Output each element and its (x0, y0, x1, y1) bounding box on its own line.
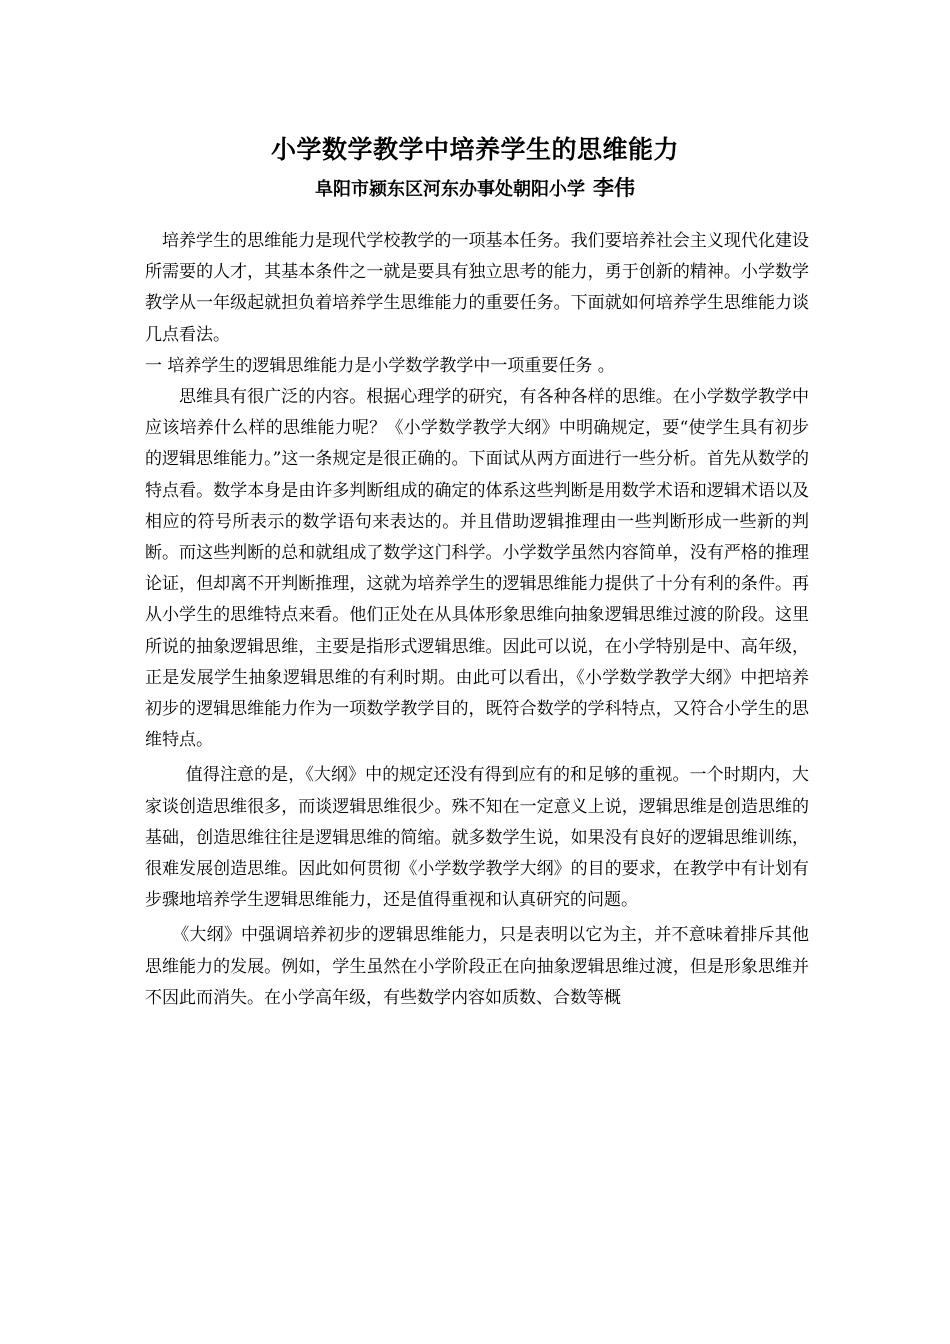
paragraph-syllabus-emphasis: 《大纲》中强调培养初步的逻辑思维能力，只是表明以它为主，并不意味着排斥其他思维能力的发展。例如，学生虽然在小学阶段正在向抽象逻辑思维过渡，但是形象思维并不因此而消失。在小学高年级，有些数学内容如质数、合数等概 (145, 925, 809, 1008)
document-body (145, 226, 809, 1014)
author-name: 李伟 (593, 175, 635, 200)
author-affiliation: 阜阳市颍东区河东办事处朝阳小学 (315, 179, 585, 200)
paragraph-attention: 值得注意的是，《大纲》中的规定还没有得到应有的和足够的重视。一个时期内，大家谈创造思维很多，而谈逻辑思维很少。殊不知在一定意义上说，逻辑思维是创造思维的基础，创造思维往往是逻辑思维的简缩。就多数学生说，如果没有良好的逻辑思维训练，很难发展创造思维。因此如何贯彻《小学数学教学大纲》的目的要求，在教学中有计划有步骤地培养学生逻辑思维能力，还是值得重视和认真研究的问题。 (145, 765, 809, 911)
section-heading: 一 培养学生的逻辑思维能力是小学数学教学中一项重要任务 。 (145, 355, 615, 376)
paragraph-intro: 培养学生的思维能力是现代学校教学的一项基本任务。我们要培养社会主义现代化建设所需要的人才，其基本条件之一就是要具有独立思考的能力，勇于创新的精神。小学数学教学从一年级起就担负着培养学生思维能力的重要任务。下面就如何培养学生思维能力谈几点看法。 (145, 231, 809, 345)
paragraph-thinking-content: 思维具有很广泛的内容。根据心理学的研究，有各种各样的思维。在小学数学教学中应该培养什么样的思维能力呢？《小学数学教学大纲》中明确规定，要“使学生具有初步的逻辑思维能力。”这一条规定是很正确的。下面试从两方面进行一些分析。首先从数学的特点看。数学本身是由许多判断组成的确定的体系这些判断是用数学术语和逻辑术语以及相应的符号所表示的数学语句来表达的。并且借助逻辑推理由一些判断形成一些新的判断。而这些判断的总和就组成了数学这门科学。小学数学虽然内容简单，没有严格的推理论证，但却离不开判断推理，这就为培养学生的逻辑思维能力提供了十分有利的条件。再从小学生的思维特点来看。他们正处在从具体形象思维向抽象逻辑思维过渡的阶段。这里所说的抽象逻辑思维，主要是指形式逻辑思维。因此可以说，在小学特别是中、高年级，正是发展学生抽象逻辑思维的有利时期。由此可以看出，《小学数学教学大纲》中把培养初步的逻辑思维能力作为一项数学教学目的，既符合数学的学科特点，又符合小学生的思维特点。 (145, 387, 809, 751)
document-byline (0, 174, 950, 204)
document-title: 小学数学教学中培养学生的思维能力 (270, 135, 679, 164)
